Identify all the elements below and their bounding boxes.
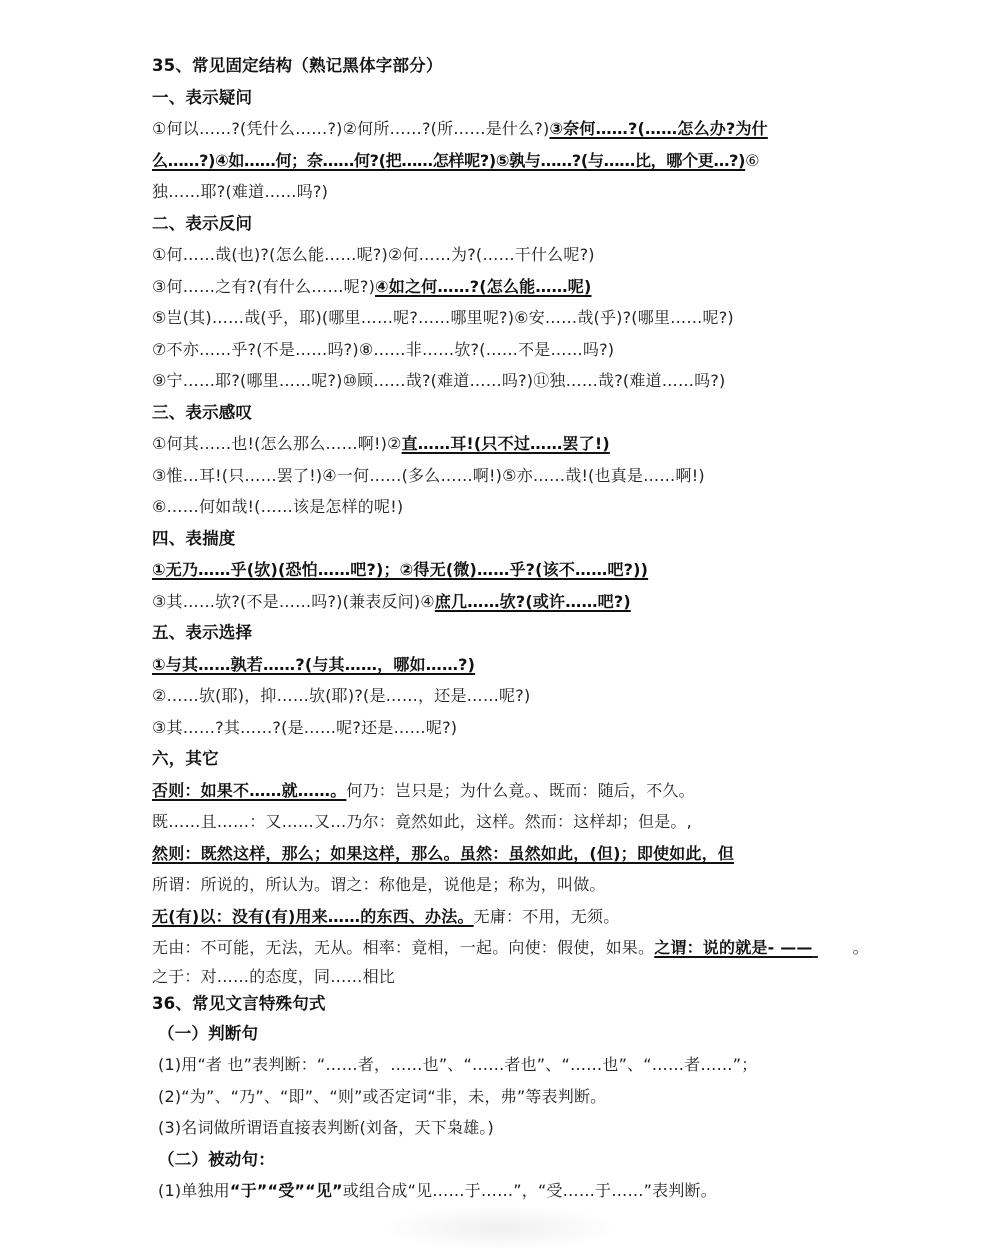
- judgement-line-1: (1)用“者 也”表判断：“……者，……也”、“……者也”、“……也”、“……者……”；: [158, 1055, 758, 1074]
- others-line-1: [152, 775, 872, 807]
- speculation-line-2: [152, 586, 872, 618]
- speculation-line-1: ①无乃……乎(欤)(恐怕……吧?)；②得无(微)……乎?(该不……吧?)): [152, 560, 649, 579]
- heading-rhetorical: 二、表示反问: [152, 213, 253, 233]
- heading-question: 一、表示疑问: [152, 87, 253, 107]
- heading-choice: 五、表示选择: [152, 623, 253, 642]
- exclamation-line-2: ③惟…耳!(只……罢了!)④一何……(多么……啊!)⑤亦……哉!(也真是……啊!): [152, 465, 705, 485]
- text: 何乃：岂只是；为什么竟。、既而：随后，不久。: [346, 780, 695, 800]
- judgement-line-3: (3)名词做所谓语直接表判断(刘备，天下枭雄。): [158, 1118, 494, 1137]
- question-line-3: 独……耶?(难道……吗?): [152, 182, 329, 201]
- passive-line-1: [152, 1175, 872, 1207]
- bold-text: “于”“受”“见”: [229, 1181, 343, 1200]
- text: ①何其……也!(怎么那么……啊!)②: [152, 434, 402, 453]
- blank-underline: [813, 932, 853, 964]
- bold-text: ③奈何……?(……怎么办?为什: [549, 119, 768, 138]
- rhetorical-line-2: [152, 271, 872, 303]
- judgement-line-2: (2)“为”、“乃”、“即”、“则”或否定词“非，未，弗”等表判断。: [158, 1086, 607, 1106]
- rhetorical-line-1: ①何……哉(也)?(怎么能……呢?)②何……为?(……干什么呢?): [152, 245, 595, 264]
- bold-text: 么……?)④如……何；奈……何?(把……怎样呢?)⑤孰与……?(与……比，哪个更…?): [152, 150, 746, 170]
- rhetorical-line-3: ⑤岂(其)……哉(乎，耶)(哪里……呢?……哪里呢?)⑥安……哉(乎)?(哪里……呢?): [152, 308, 734, 327]
- heading-others: 六，其它: [152, 749, 219, 768]
- others-line-4: 所谓：所说的，所认为。谓之：称他是，说他是；称为，叫做。: [152, 875, 606, 894]
- rhetorical-line-5: ⑨宁……耶?(哪里……呢?)⑩顾……哉?(难道……吗?)⑪独……哉?(难道……吗?): [152, 371, 726, 390]
- text: 或组合成“见……于……”，“受……于……”表判断。: [342, 1181, 717, 1200]
- scan-shadow: [380, 1205, 620, 1251]
- heading-exclamation: 三、表示感叹: [152, 402, 253, 422]
- text: ③其……欤?(不是……吗?)(兼表反问)④: [152, 591, 435, 611]
- others-line-6: [152, 932, 872, 964]
- text: ③何……之有?(有什么……呢?): [152, 276, 376, 296]
- choice-line-3: ③其……?其……?(是……呢?还是……呢?): [152, 717, 458, 737]
- text: ⑥: [745, 150, 760, 170]
- section-36-title: 36、常见文言特殊句式: [152, 993, 326, 1013]
- others-line-5: [152, 901, 872, 933]
- notes-content: [152, 50, 872, 1207]
- text: (1)单独用: [158, 1181, 230, 1200]
- exclamation-line-3: ⑥……何如哉!(……该是怎样的呢!): [152, 497, 404, 516]
- heading-speculation: 四、表揣度: [152, 528, 236, 548]
- heading-passive: （二）被动句：: [158, 1149, 275, 1169]
- bold-text: ④如之何……?(怎么能……呢): [375, 276, 592, 296]
- text: 无庸：不用，无须。: [473, 906, 620, 926]
- bold-text: 直……耳!(只不过……罢了!): [401, 434, 610, 453]
- text: 。: [852, 938, 869, 957]
- others-line-2: 既……且……：又……又…乃尔：竟然如此，这样。然而：这样却；但是。,: [152, 812, 692, 831]
- choice-line-2: ②……欤(耶)，抑……欤(耶)?(是……，还是……呢?): [152, 686, 531, 705]
- question-line-1: [152, 113, 872, 145]
- bold-text: 之谓：说的就是- ——: [654, 938, 813, 957]
- choice-line-1: ①与其……孰若……?(与其……，哪如……?): [152, 654, 476, 674]
- bold-text: 无(有)以：没有(有)用来……的东西、办法。: [152, 906, 474, 926]
- heading-judgement: （一）判断句: [158, 1023, 259, 1043]
- section-35-title: 35、常见固定结构（熟记黑体字部分）: [152, 56, 443, 75]
- text: ①何以……?(凭什么……?)②何所……?(所……是什么?): [152, 119, 550, 138]
- question-line-2: [152, 145, 872, 177]
- rhetorical-line-4: ⑦不亦……乎?(不是……吗?)⑧……非……欤?(……不是……吗?): [152, 339, 615, 359]
- exclamation-line-1: [152, 428, 872, 460]
- text: 无由：不可能，无法，无从。相率：竟相，一起。向使：假使，如果。: [152, 938, 655, 957]
- others-line-3: 然则：既然这样，那么；如果这样，那么。虽然：虽然如此，(但)；即使如此，但: [152, 843, 735, 863]
- others-line-7: 之于：对……的态度，同……相比: [152, 966, 396, 986]
- bold-text: 否则：如果不……就……。: [152, 780, 347, 800]
- bold-text: 庶几……欤?(或许……吧?): [434, 591, 631, 611]
